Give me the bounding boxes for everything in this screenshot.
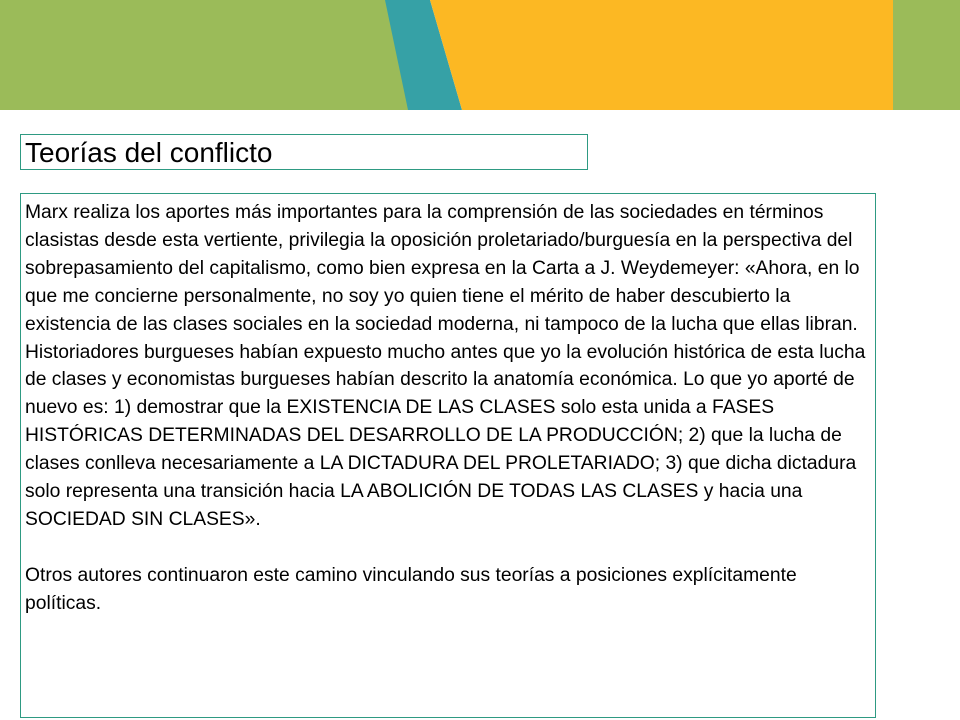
header-banner (0, 0, 960, 110)
banner-green-right (893, 0, 960, 110)
banner-yellow-block (430, 0, 893, 110)
body-text-box (20, 193, 876, 718)
body-text (25, 199, 871, 618)
banner-stripes (0, 0, 960, 110)
paragraph-spacer (25, 534, 871, 562)
slide-title: Teorías del conflicto (25, 137, 273, 168)
paragraph-otros-autores: Otros autores continuaron este camino vinculando sus teorías a posiciones explícitamente políticas. (25, 564, 797, 614)
paragraph-marx: Marx realiza los aportes más importantes para la comprensión de las sociedades en términos clasistas desde esta vertiente, privilegia la oposición proletariado/burguesía en la perspectiva del sobrepasamiento del capitalismo, como bien expresa en la Carta a J. Weydemeyer: «Ahora, en lo que me concierne personalmente, no soy yo quien tiene el mérito de haber descubierto la existencia de las clases sociales en la sociedad moderna, ni tampoco de la lucha que ellas libran. Historiadores burgueses habían expuesto mucho antes que yo la evolución histórica de esta lucha de clases y economistas burgueses habían descrito la anatomía económica. Lo que yo aporté de nuevo es: 1) demostrar que la EXISTENCIA DE LAS CLASES solo esta unida a FASES HISTÓRICAS DETERMINADAS DEL DESARROLLO DE LA PRODUCCIÓN; 2) que la lucha de clases conlleva necesariamente a LA DICTADURA DEL PROLETARIADO; 3) que dicha dictadura solo representa una transición hacia LA ABOLICIÓN DE TODAS LAS CLASES y hacia una SOCIEDAD SIN CLASES». (25, 202, 866, 530)
banner-green-left (0, 0, 408, 110)
title-box (20, 134, 588, 170)
